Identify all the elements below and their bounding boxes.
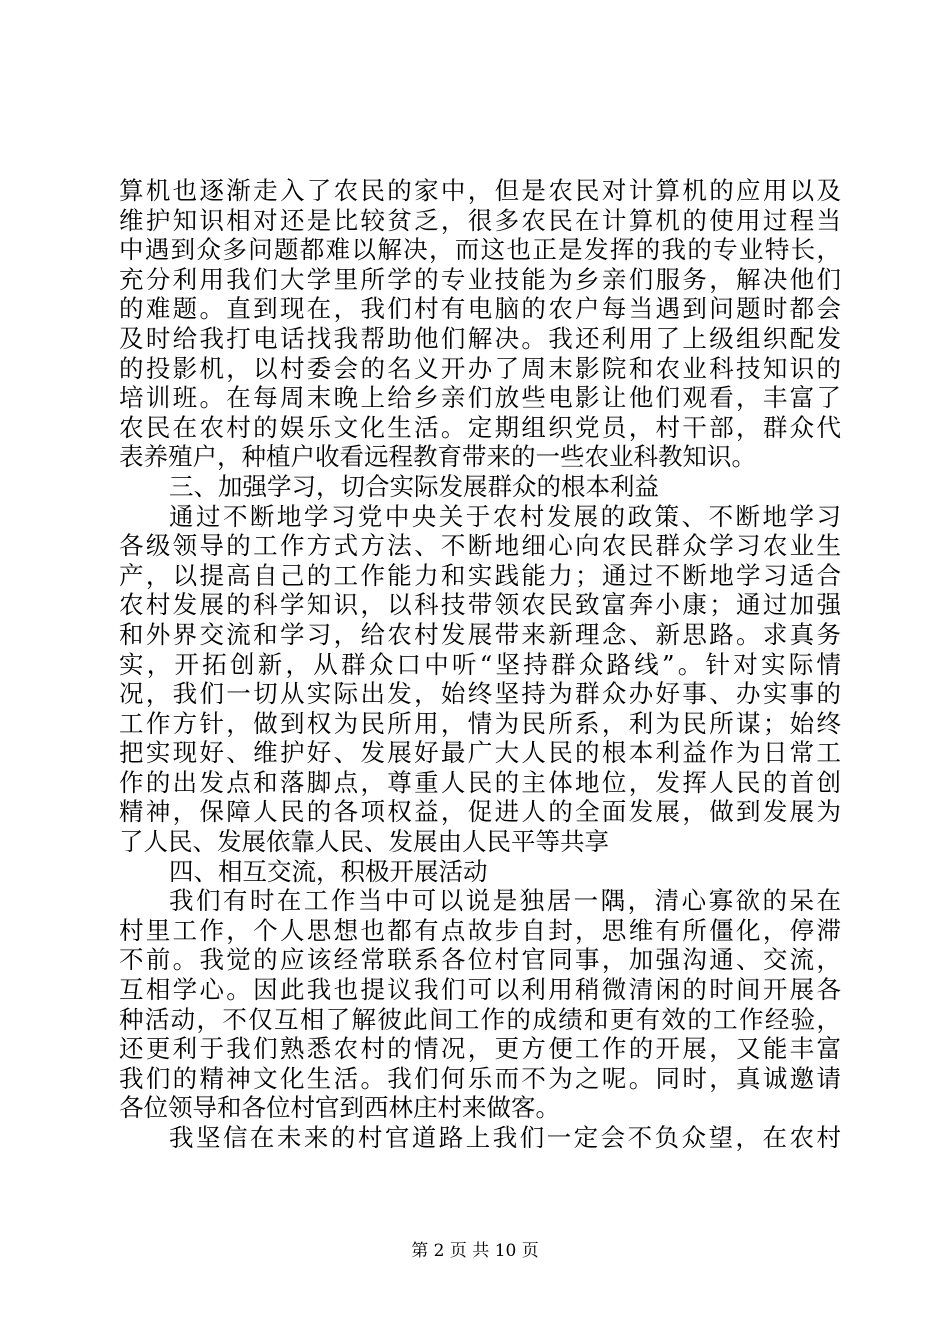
text-line: 通过不断地学习党中央关于农村发展的政策、不断地学习 (169, 501, 841, 531)
text-line: 了人民、发展依靠人民、发展由人民平等共享 (119, 827, 609, 857)
text-line: 四、相互交流，积极开展活动 (169, 856, 488, 886)
text-line: 三、加强学习，切合实际发展群众的根本利益 (169, 471, 659, 501)
text-line: 精神，保障人民的各项权益，促进人的全面发展，做到发展为 (119, 797, 841, 827)
text-line: 产，以提高自己的工作能力和实践能力；通过不断地学习适合 (119, 560, 841, 590)
text-line: 工作方针，做到权为民所用，情为民所系，利为民所谋；始终 (119, 708, 841, 738)
text-line: 农民在农村的娱乐文化生活。定期组织党员，村干部，群众代 (119, 412, 841, 442)
text-line: 种活动，不仅互相了解彼此间工作的成绩和更有效的工作经验， (119, 1004, 841, 1034)
text-line: 充分利用我们大学里所学的专业技能为乡亲们服务，解决他们 (119, 264, 841, 294)
text-line: 及时给我打电话找我帮助他们解决。我还利用了上级组织配发 (119, 323, 841, 353)
text-line: 和外界交流和学习，给农村发展带来新理念、新思路。求真务 (119, 619, 841, 649)
page-footer: 第 2 页 共 10 页 (411, 1241, 539, 1261)
text-line: 把实现好、维护好、发展好最广大人民的根本利益作为日常工 (119, 738, 841, 768)
text-line: 农村发展的科学知识，以科技带领农民致富奔小康；通过加强 (119, 590, 841, 620)
text-line: 维护知识相对还是比较贫乏，很多农民在计算机的使用过程当 (119, 205, 841, 235)
text-line: 还更利于我们熟悉农村的情况，更方便工作的开展，又能丰富 (119, 1034, 841, 1064)
text-line: 培训班。在每周末晚上给乡亲们放些电影让他们观看，丰富了 (119, 383, 841, 413)
text-line: 互相学心。因此我也提议我们可以利用稍微清闲的时间开展各 (119, 975, 841, 1005)
text-line: 各位领导和各位村官到西林庄村来做客。 (119, 1093, 560, 1123)
text-line: 表养殖户，种植户收看远程教育带来的一些农业科教知识。 (119, 442, 756, 472)
text-line: 我坚信在未来的村官道路上我们一定会不负众望，在农村 (169, 1123, 841, 1152)
text-line: 村里工作，个人思想也都有点故步自封，思维有所僵化，停滞 (119, 915, 841, 945)
text-line: 实，开拓创新，从群众口中听“坚持群众路线”。针对实际情 (119, 649, 841, 679)
text-line: 我们有时在工作当中可以说是独居一隅，清心寡欲的呆在 (169, 886, 841, 916)
document-body (119, 176, 841, 1153)
text-line: 各级领导的工作方式方法、不断地细心向农民群众学习农业生 (119, 531, 841, 561)
text-line: 算机也逐渐走入了农民的家中，但是农民对计算机的应用以及 (119, 176, 841, 205)
text-line: 作的出发点和落脚点，尊重人民的主体地位，发挥人民的首创 (119, 767, 841, 797)
text-line: 的投影机，以村委会的名义开办了周末影院和农业科技知识的 (119, 353, 841, 383)
text-line: 我们的精神文化生活。我们何乐而不为之呢。同时，真诚邀请 (119, 1063, 841, 1093)
text-line: 况，我们一切从实际出发，始终坚持为群众办好事、办实事的 (119, 679, 841, 709)
text-line: 中遇到众多问题都难以解决，而这也正是发挥的我的专业特长， (119, 235, 841, 265)
text-line: 的难题。直到现在，我们村有电脑的农户每当遇到问题时都会 (119, 294, 841, 324)
text-line: 不前。我觉的应该经常联系各位村官同事，加强沟通、交流， (119, 945, 841, 975)
